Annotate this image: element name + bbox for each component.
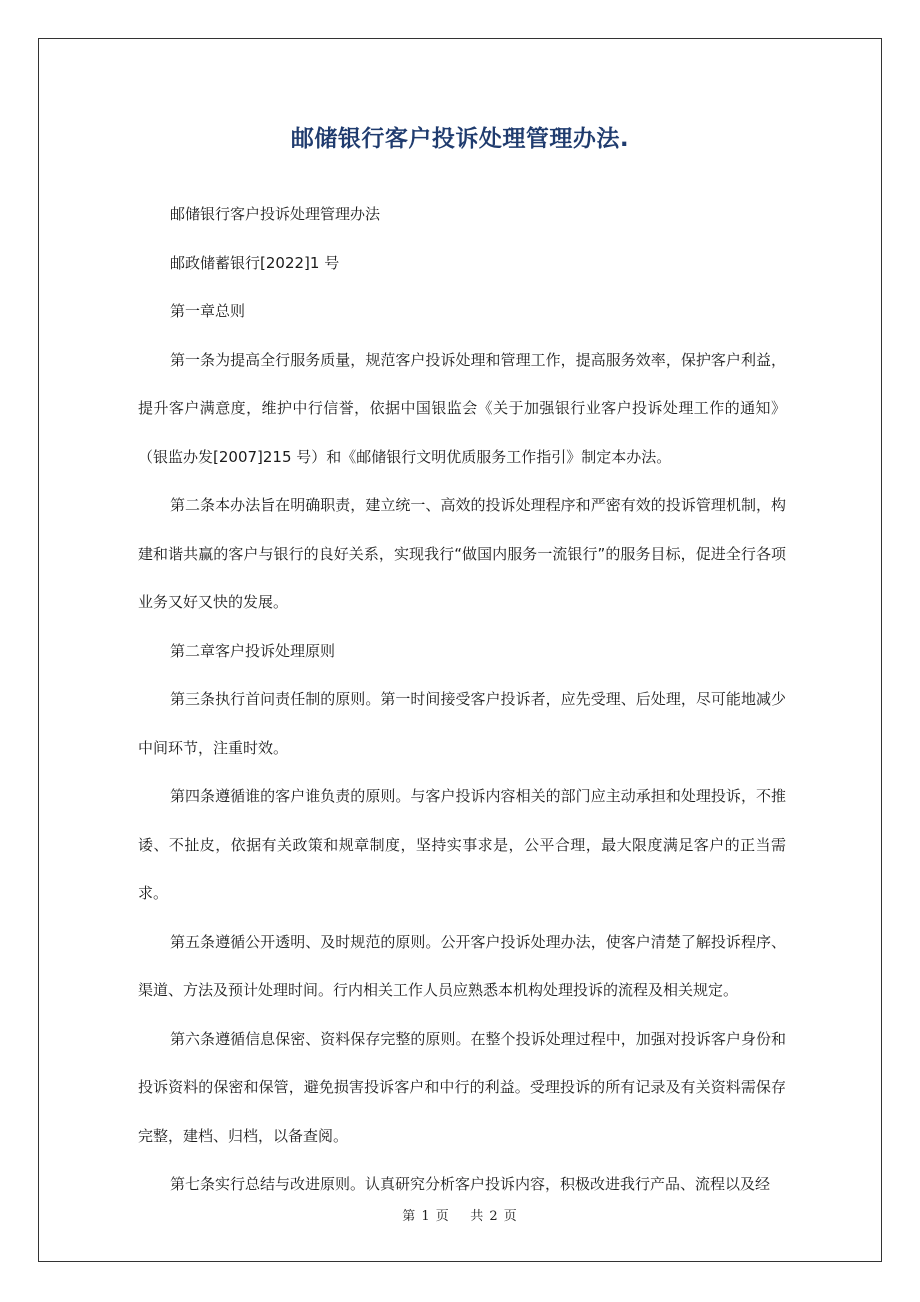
paragraph-article-4: 第四条遵循谁的客户谁负责的原则。与客户投诉内容相关的部门应主动承担和处理投诉，不推诿、不扯皮，依据有关政策和规章制度，坚持实事求是，公平合理，最大限度满足客户的正当需求。 bbox=[138, 787, 786, 902]
document-title: 邮储银行客户投诉处理管理办法. bbox=[290, 126, 630, 152]
paragraph-chapter-2-heading: 第二章客户投诉处理原则 bbox=[170, 641, 336, 660]
paragraph-article-5: 第五条遵循公开透明、及时规范的原则。公开客户投诉处理办法，使客户清楚了解投诉程序、渠道、方法及预计处理时间。行内相关工作人员应熟悉本机构处理投诉的流程及相关规定。 bbox=[138, 932, 786, 999]
paragraph-article-3: 第三条执行首问责任制的原则。第一时间接受客户投诉者，应先受理、后处理，尽可能地减少中间环节，注重时效。 bbox=[138, 690, 786, 757]
paragraph-article-6: 第六条遵循信息保密、资料保存完整的原则。在整个投诉处理过程中，加强对投诉客户身份和投诉资料的保密和保管，避免损害投诉客户和中行的利益。受理投诉的所有记录及有关资料需保存完整，建档、归档，以备查阅。 bbox=[138, 1029, 786, 1145]
paragraph-chapter-1-heading: 第一章总则 bbox=[170, 302, 246, 320]
paragraph-article-7: 第七条实行总结与改进原则。认真研究分析客户投诉内容，积极改进我行产品、流程以及经 bbox=[170, 1175, 771, 1193]
document-body bbox=[138, 190, 786, 1209]
paragraph-article-1: 第一条为提高全行服务质量，规范客户投诉处理和管理工作，提高服务效率，保护客户利益，提升客户满意度，维护中行信誉，依据中国银监会《关于加强银行业客户投诉处理工作的通知》（银监办发[2007]215 号）和《邮储银行文明优质服务工作指引》制定本办法。 bbox=[138, 350, 786, 466]
paragraph-document-number: 邮政储蓄银行[2022]1 号 bbox=[170, 253, 340, 272]
paragraph-article-2: 第二条本办法旨在明确职责，建立统一、高效的投诉处理程序和严密有效的投诉管理机制，构建和谐共赢的客户与银行的良好关系，实现我行“做国内服务一流银行”的服务目标，促进全行各项业务又好又快的发展。 bbox=[138, 496, 786, 611]
paragraph-subtitle: 邮储银行客户投诉处理管理办法 bbox=[170, 205, 381, 223]
page-number-footer: 第 1 页 共 2 页 bbox=[402, 1209, 518, 1224]
